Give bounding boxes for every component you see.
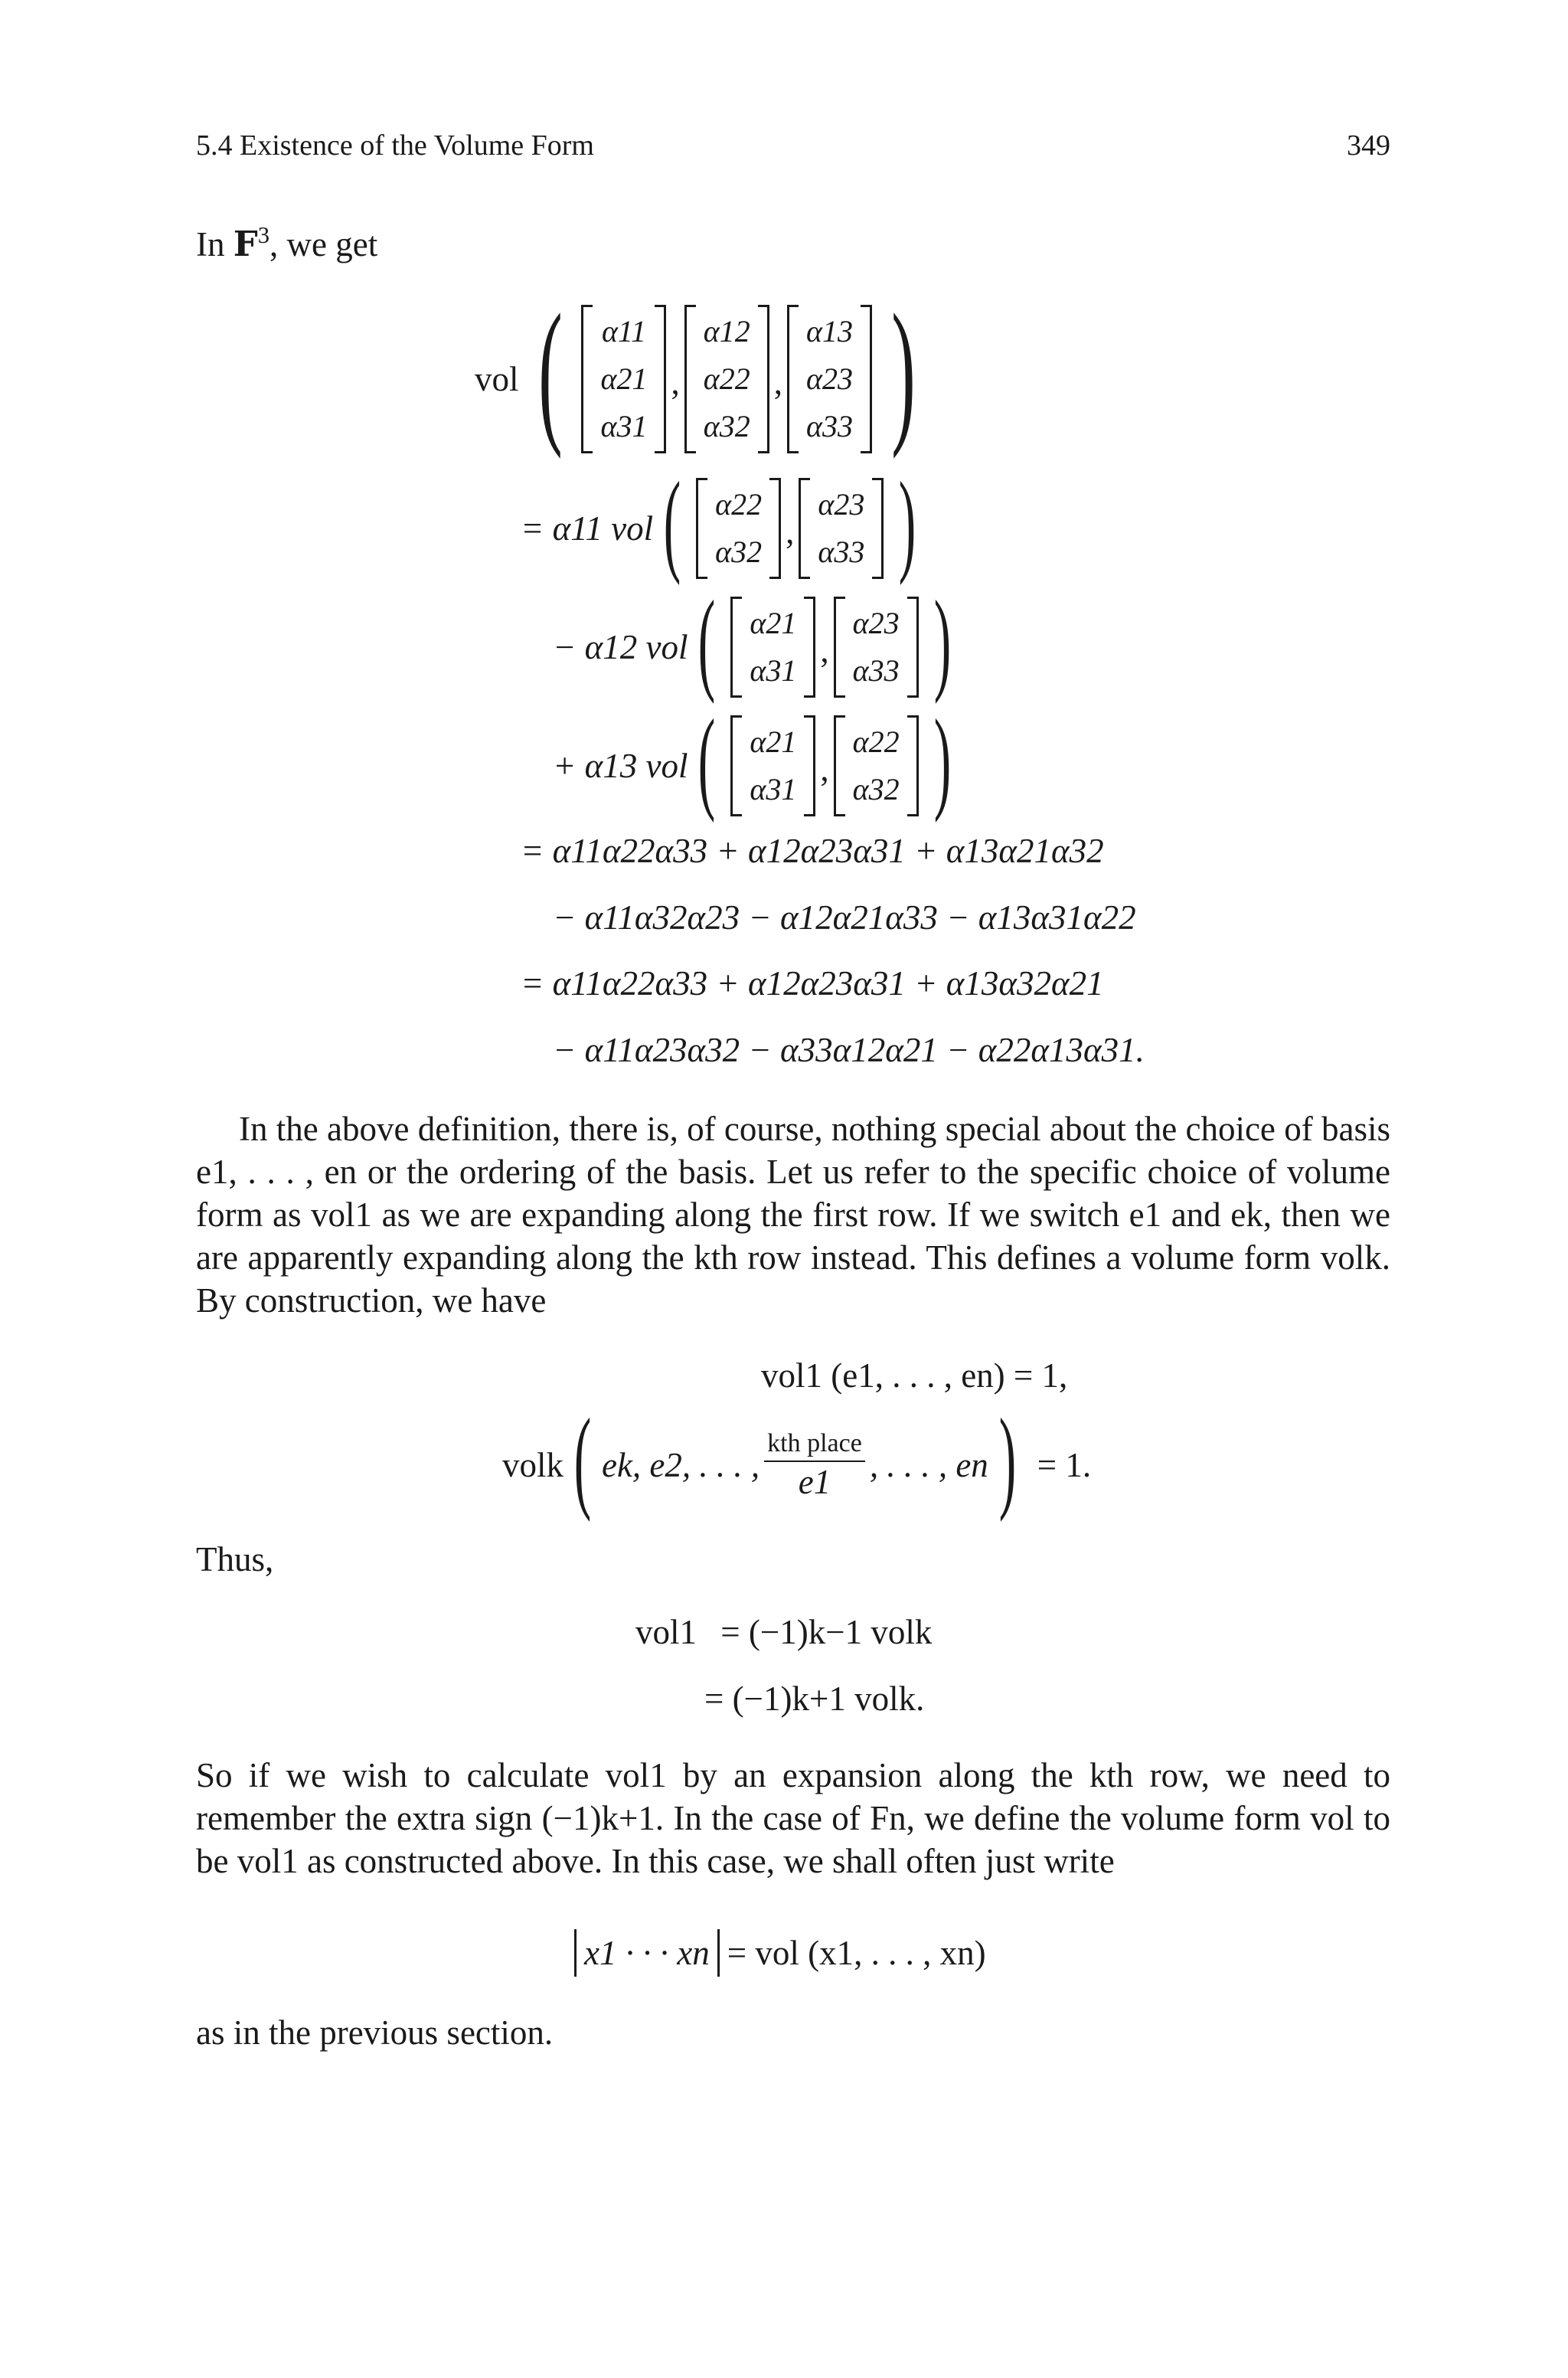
intro-suffix: , we get (270, 225, 378, 263)
expanded-sum-line-3: = α11α22α33 + α12α23α31 + α13α32α21 (521, 964, 1104, 1003)
volk-label: volk (502, 1446, 564, 1484)
entry: α33 (805, 409, 853, 443)
cofactor-term-1: = α11 vol ( α22 α32 , α23 α33 ) (521, 459, 916, 586)
entry: α12 (703, 314, 750, 348)
sign-eq-line-1 (635, 1612, 932, 1652)
entry: α23 (818, 487, 865, 522)
cofactor-term-3: + α13 vol ( α21 α31 , α22 α32 ) (553, 696, 951, 823)
field-symbol: F (233, 224, 258, 264)
entry: α11 (601, 314, 646, 348)
minor-column (834, 597, 919, 698)
construction-eq-2 (502, 1395, 1092, 1523)
left-paren: ( (698, 577, 716, 705)
section-title: 5.4 Existence of the Volume Form (196, 129, 594, 162)
minor-column (834, 715, 919, 816)
minor-column (799, 478, 884, 579)
equals-one: = 1. (1037, 1446, 1092, 1484)
entry: α22 (715, 487, 763, 522)
entry: α22 (852, 725, 900, 759)
entry: α13 (805, 314, 853, 348)
left-paren: ( (573, 1395, 592, 1523)
expanded-sum-line-1: = α11α22α33 + α12α23α31 + α13α21α32 (521, 832, 1104, 870)
term-prefix: = α11 vol (521, 509, 654, 548)
args-after: , . . . , en (869, 1446, 988, 1484)
left-bar (574, 1929, 577, 1977)
right-paren: ) (891, 282, 916, 460)
left-paren: ( (663, 459, 681, 586)
entry: α32 (852, 772, 900, 806)
term-prefix: + α13 vol (553, 747, 688, 785)
right-bar (717, 1929, 720, 1977)
paragraph-basis-choice: In the above definition, there is, of course, nothing special about the choice of basis e1, . . . , en or the ordering of the basis. Let us refer to the specific choice of volume form as vol1 as we are expanding along the first row. If we switch e1 and ek, then we are apparently expanding along the kth row instead. This defines a volume form volk. By construction, we have (196, 1110, 1390, 1320)
intro-line (196, 224, 377, 264)
entry: α22 (703, 361, 750, 396)
page-number: 349 (1347, 129, 1390, 162)
entry: α21 (600, 361, 648, 396)
column-vector-1 (581, 305, 666, 453)
minor-column (730, 597, 815, 698)
paragraph-sign-rule: So if we wish to calculate vol1 by an expansion along the kth row, we need to remember the extra sign (−1)k+1. In the case of Fn, we define the volume form vol to be vol1 as constructed above. In this case, we shall often just write (196, 1756, 1390, 1880)
vol-label: vol (475, 360, 519, 398)
entry: α31 (600, 409, 648, 443)
notation-lhs: x1 · · · xn (584, 1934, 710, 1972)
left-paren: ( (698, 696, 716, 823)
cofactor-term-2: − α12 vol ( α21 α31 , α23 α33 ) (553, 577, 951, 705)
sign-eq-line-2: = (−1)k+1 volk. (704, 1680, 925, 1718)
column-vector-2 (684, 305, 769, 453)
entry: α32 (703, 409, 750, 443)
entry: α32 (715, 535, 763, 569)
entry: α21 (750, 606, 797, 640)
entry: α31 (750, 772, 797, 806)
field-exponent: 3 (257, 222, 270, 249)
term-prefix: − α12 vol (553, 628, 688, 666)
entry: α23 (852, 606, 900, 640)
vol1-label: vol1 (635, 1613, 697, 1651)
construction-eq-1: vol1 (e1, . . . , en) = 1, (761, 1356, 1068, 1395)
left-paren: ( (537, 282, 563, 460)
entry: α23 (805, 361, 853, 396)
fraction-label: kth place (764, 1428, 865, 1462)
right-paren: ) (933, 577, 951, 705)
kth-place-fraction (764, 1428, 865, 1502)
entry: α33 (818, 535, 865, 569)
entry: α31 (750, 653, 797, 688)
notation-equation (567, 1922, 986, 1984)
right-paren: ) (899, 459, 916, 586)
notation-rhs: = vol (x1, . . . , xn) (727, 1934, 986, 1972)
expanded-sum-line-2: − α11α32α23 − α12α21α33 − α13α31α22 (553, 898, 1136, 937)
minor-column (696, 478, 781, 579)
column-vector-3 (787, 305, 872, 453)
args-before: ek, e2, . . . , (601, 1446, 760, 1484)
closing-line: as in the previous section. (196, 2013, 554, 2052)
sign-rhs-1: = (−1)k−1 volk (720, 1613, 933, 1651)
running-header (196, 129, 1390, 167)
determinant-expression: vol ( α11 α21 α31 , α12 α22 α32 , α13 α23 α33 ) (475, 282, 916, 460)
right-paren: ) (998, 1395, 1017, 1523)
thus-label: Thus, (196, 1540, 274, 1578)
intro-prefix: In (196, 225, 234, 263)
fraction-value: e1 (798, 1463, 831, 1501)
entry: α33 (852, 653, 900, 688)
minor-column (730, 715, 815, 816)
right-paren: ) (933, 696, 951, 823)
entry: α21 (750, 725, 797, 759)
expanded-sum-line-4: − α11α23α32 − α33α12α21 − α22α13α31. (553, 1031, 1145, 1069)
